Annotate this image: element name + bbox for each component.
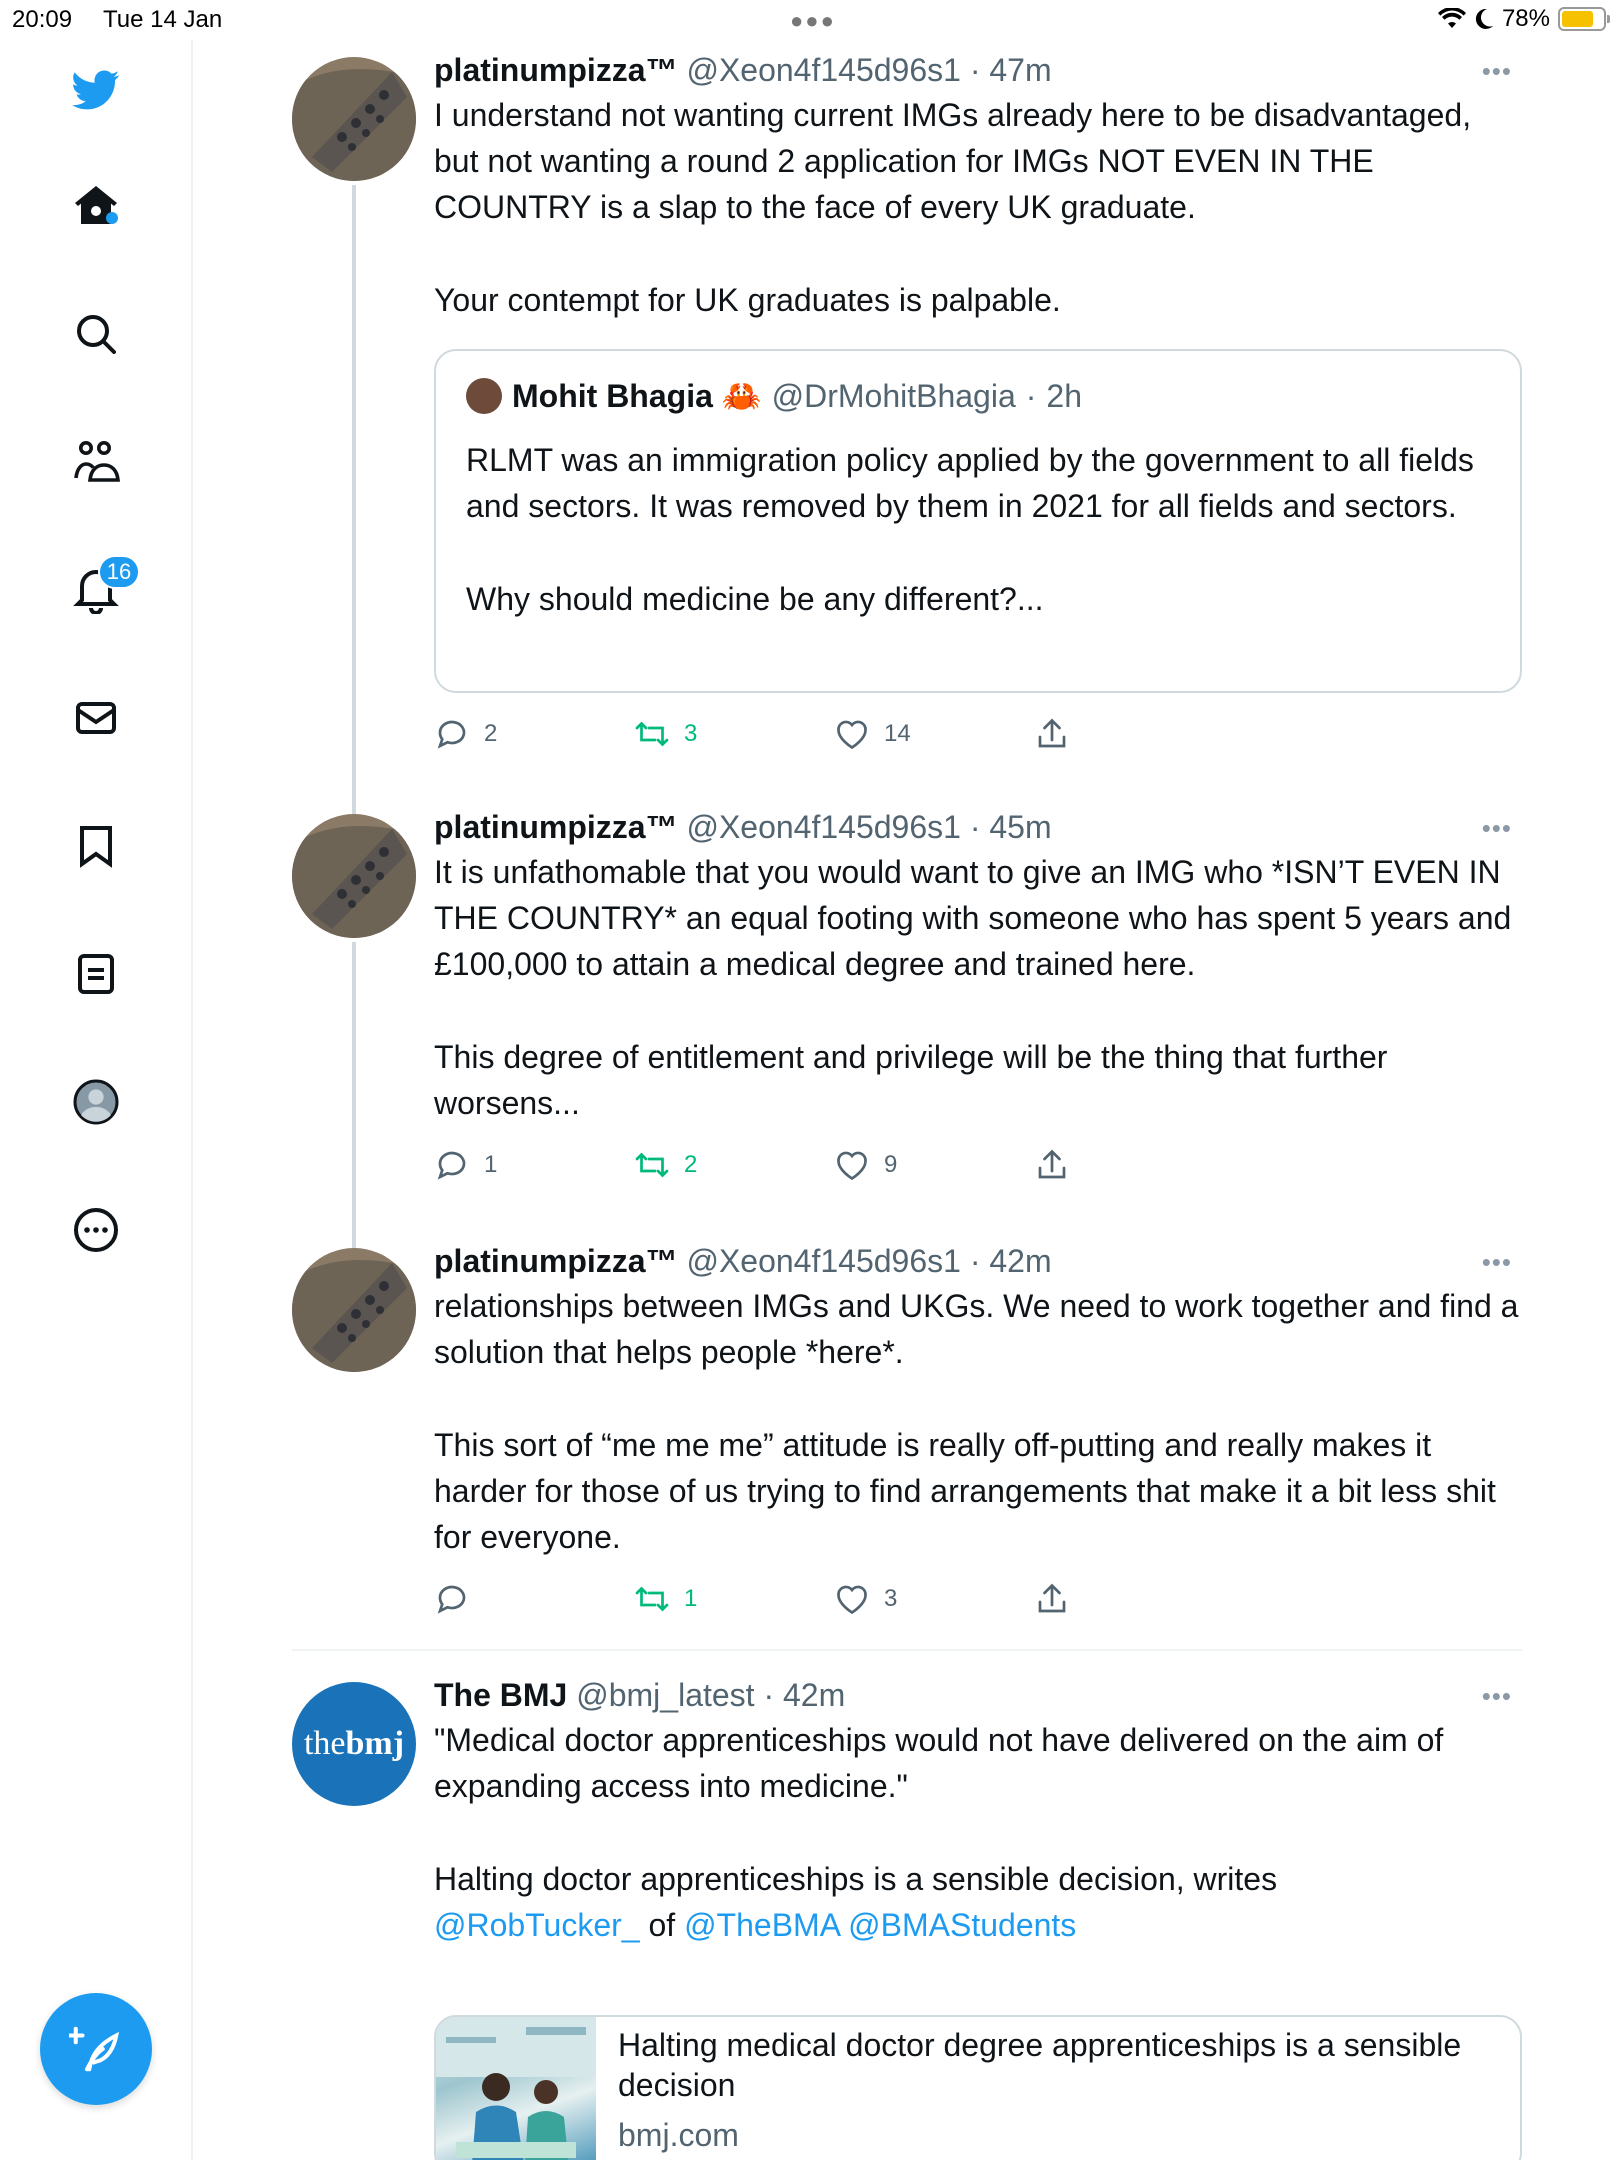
avatar[interactable] bbox=[292, 57, 416, 181]
quote-time: 2h bbox=[1046, 377, 1082, 414]
mention-link[interactable]: @RobTucker_ bbox=[434, 1906, 640, 1943]
tweet-text: relationships between IMGs and UKGs. We need to work together and find a solution that helps people *here*. This sort of “me me me” attitude is really off-putting and really makes it harder for those of us trying to find arrangements that make it a bit less shit for everyone. bbox=[434, 1288, 1519, 1556]
retweet-button[interactable] bbox=[634, 1147, 697, 1183]
quote-author-handle: @DrMohitBhagia bbox=[771, 377, 1016, 414]
retweet-count: 1 bbox=[684, 1585, 698, 1612]
quote-text: RLMT was an immigration policy applied by the government to all fields and sectors. It was removed by them in 2021 for all fields and sectors. Why should medicine be any different?... bbox=[466, 442, 1474, 617]
bookmarks-icon[interactable] bbox=[70, 820, 122, 872]
share-icon bbox=[1034, 1147, 1070, 1183]
communities-icon[interactable] bbox=[70, 436, 122, 488]
tweet-time[interactable]: 42m bbox=[783, 1677, 846, 1713]
like-button[interactable] bbox=[834, 1581, 897, 1617]
quote-author-name: Mohit Bhagia 🦀 bbox=[512, 378, 762, 414]
tweet-header: The BMJ @bmj_latest · 42m bbox=[434, 1677, 846, 1713]
tweet-actions bbox=[434, 1147, 1134, 1187]
twitter-bird-icon[interactable] bbox=[70, 64, 122, 116]
thread-line bbox=[352, 942, 356, 1252]
author-handle[interactable]: @bmj_latest bbox=[576, 1677, 755, 1713]
messages-icon[interactable] bbox=[70, 692, 122, 744]
thread-line bbox=[352, 185, 356, 825]
tweet-time[interactable]: 45m bbox=[989, 809, 1052, 845]
share-button[interactable] bbox=[1034, 1581, 1070, 1617]
author-name[interactable]: platinumpizza™ bbox=[434, 809, 678, 845]
author-name[interactable]: platinumpizza™ bbox=[434, 52, 678, 88]
retweet-count: 3 bbox=[684, 720, 698, 747]
avatar[interactable] bbox=[292, 1248, 416, 1372]
bmj-avatar[interactable] bbox=[292, 1682, 416, 1806]
more-options-icon[interactable]: ••• bbox=[1481, 56, 1512, 86]
tweet-text bbox=[434, 1717, 1522, 1948]
retweet-button[interactable] bbox=[634, 716, 697, 752]
profile-avatar-icon[interactable] bbox=[70, 1076, 122, 1128]
author-handle[interactable]: @Xeon4f145d96s1 bbox=[686, 52, 961, 88]
reply-button[interactable] bbox=[434, 716, 497, 752]
like-button[interactable] bbox=[834, 1147, 897, 1183]
reply-count: 1 bbox=[484, 1151, 498, 1178]
mention-link[interactable]: @TheBMA bbox=[684, 1906, 840, 1943]
link-card-domain: bmj.com bbox=[618, 2117, 739, 2153]
avatar-text-the: the bbox=[303, 1725, 346, 1762]
compose-tweet-button[interactable] bbox=[40, 1993, 152, 2105]
share-icon bbox=[1034, 1581, 1070, 1617]
battery-icon bbox=[1558, 7, 1606, 31]
author-handle[interactable]: @Xeon4f145d96s1 bbox=[686, 1243, 961, 1279]
author-name[interactable]: The BMJ bbox=[434, 1677, 568, 1713]
status-time: 20:09 bbox=[12, 6, 73, 33]
quote-header: Mohit Bhagia 🦀 @DrMohitBhagia · 2h bbox=[466, 377, 1082, 415]
wifi-icon bbox=[1438, 8, 1466, 30]
tweet-text-body: "Medical doctor apprenticeships would not have delivered on the aim of expanding access into medicine." Halting doctor apprenticeships is a sensible decision, writes bbox=[434, 1722, 1444, 1897]
multitask-dots-icon[interactable]: ●●● bbox=[790, 8, 836, 33]
share-button[interactable] bbox=[1034, 716, 1070, 752]
home-unread-dot bbox=[106, 212, 118, 224]
quoted-tweet[interactable] bbox=[434, 349, 1522, 693]
home-icon[interactable] bbox=[70, 180, 122, 232]
moon-icon bbox=[1474, 8, 1494, 30]
more-options-icon[interactable]: ••• bbox=[1481, 1247, 1512, 1277]
notifications-badge: 16 bbox=[98, 555, 140, 589]
of-text: of bbox=[639, 1906, 685, 1943]
retweet-icon bbox=[634, 1147, 670, 1183]
more-options-icon[interactable]: ••• bbox=[1481, 1681, 1512, 1711]
sidebar bbox=[0, 40, 193, 2160]
avatar[interactable] bbox=[292, 814, 416, 938]
tweet-time[interactable]: 42m bbox=[989, 1243, 1052, 1279]
heart-icon bbox=[834, 1147, 870, 1183]
tweet-actions bbox=[434, 716, 1134, 756]
reply-count: 2 bbox=[484, 720, 498, 747]
status-right bbox=[1438, 5, 1606, 33]
share-icon bbox=[1034, 716, 1070, 752]
reply-button[interactable] bbox=[434, 1581, 484, 1617]
tweet[interactable] bbox=[292, 797, 1522, 1231]
tweet-header: platinumpizza™ @Xeon4f145d96s1 · 42m bbox=[434, 1243, 1052, 1279]
tweet-text: I understand not wanting current IMGs already here to be disadvantaged, but not wanting a round 2 application for IMGs NOT EVEN IN THE COUNTRY is a slap to the face of every UK graduate. Your contempt for UK graduates is palpable. bbox=[434, 97, 1472, 318]
lists-icon[interactable] bbox=[70, 948, 122, 1000]
like-count: 3 bbox=[884, 1585, 898, 1612]
battery-percent: 78% bbox=[1501, 5, 1550, 32]
tweet-divider bbox=[292, 1649, 1522, 1651]
author-name[interactable]: platinumpizza™ bbox=[434, 1243, 678, 1279]
mention-link[interactable]: @BMAStudents bbox=[848, 1906, 1077, 1943]
author-handle[interactable]: @Xeon4f145d96s1 bbox=[686, 809, 961, 845]
reply-button[interactable] bbox=[434, 1147, 497, 1183]
more-options-icon[interactable] bbox=[70, 1204, 122, 1256]
tweet-actions bbox=[434, 1581, 1134, 1621]
reply-icon bbox=[434, 716, 470, 752]
tweet-header: platinumpizza™ @Xeon4f145d96s1 · 47m bbox=[434, 52, 1052, 88]
like-count: 14 bbox=[884, 720, 911, 747]
tweet[interactable] bbox=[292, 1231, 1522, 1651]
tweet[interactable] bbox=[292, 1665, 1522, 2160]
link-card[interactable] bbox=[434, 2015, 1522, 2160]
link-card-title: Halting medical doctor degree apprenticeships is a sensible decision bbox=[618, 2027, 1462, 2103]
like-count: 9 bbox=[884, 1151, 898, 1178]
tweet[interactable] bbox=[292, 40, 1522, 800]
reply-icon bbox=[434, 1581, 470, 1617]
heart-icon bbox=[834, 716, 870, 752]
heart-icon bbox=[834, 1581, 870, 1617]
retweet-icon bbox=[634, 1581, 670, 1617]
like-button[interactable] bbox=[834, 716, 911, 752]
status-bar bbox=[0, 0, 1620, 40]
avatar-text-bmj: bmj bbox=[345, 1725, 405, 1762]
reply-icon bbox=[434, 1147, 470, 1183]
link-card-image bbox=[436, 2017, 596, 2160]
tweet-text: It is unfathomable that you would want to give an IMG who *ISN’T EVEN IN THE COUNTRY* an equal footing with someone who has spent 5 years and £100,000 to attain a medical degree and trained here. This degree of entitlement and privilege will be the thing that further worsens... bbox=[434, 854, 1512, 1122]
share-button[interactable] bbox=[1034, 1147, 1070, 1183]
more-options-icon[interactable]: ••• bbox=[1481, 813, 1512, 843]
tweet-time[interactable]: 47m bbox=[989, 52, 1052, 88]
status-date: Tue 14 Jan bbox=[103, 6, 223, 33]
quote-avatar bbox=[466, 378, 502, 414]
retweet-count: 2 bbox=[684, 1151, 698, 1178]
retweet-icon bbox=[634, 716, 670, 752]
retweet-button[interactable] bbox=[634, 1581, 697, 1617]
search-icon[interactable] bbox=[70, 308, 122, 360]
compose-feather-icon bbox=[69, 2022, 123, 2076]
tweet-header: platinumpizza™ @Xeon4f145d96s1 · 45m bbox=[434, 809, 1052, 845]
